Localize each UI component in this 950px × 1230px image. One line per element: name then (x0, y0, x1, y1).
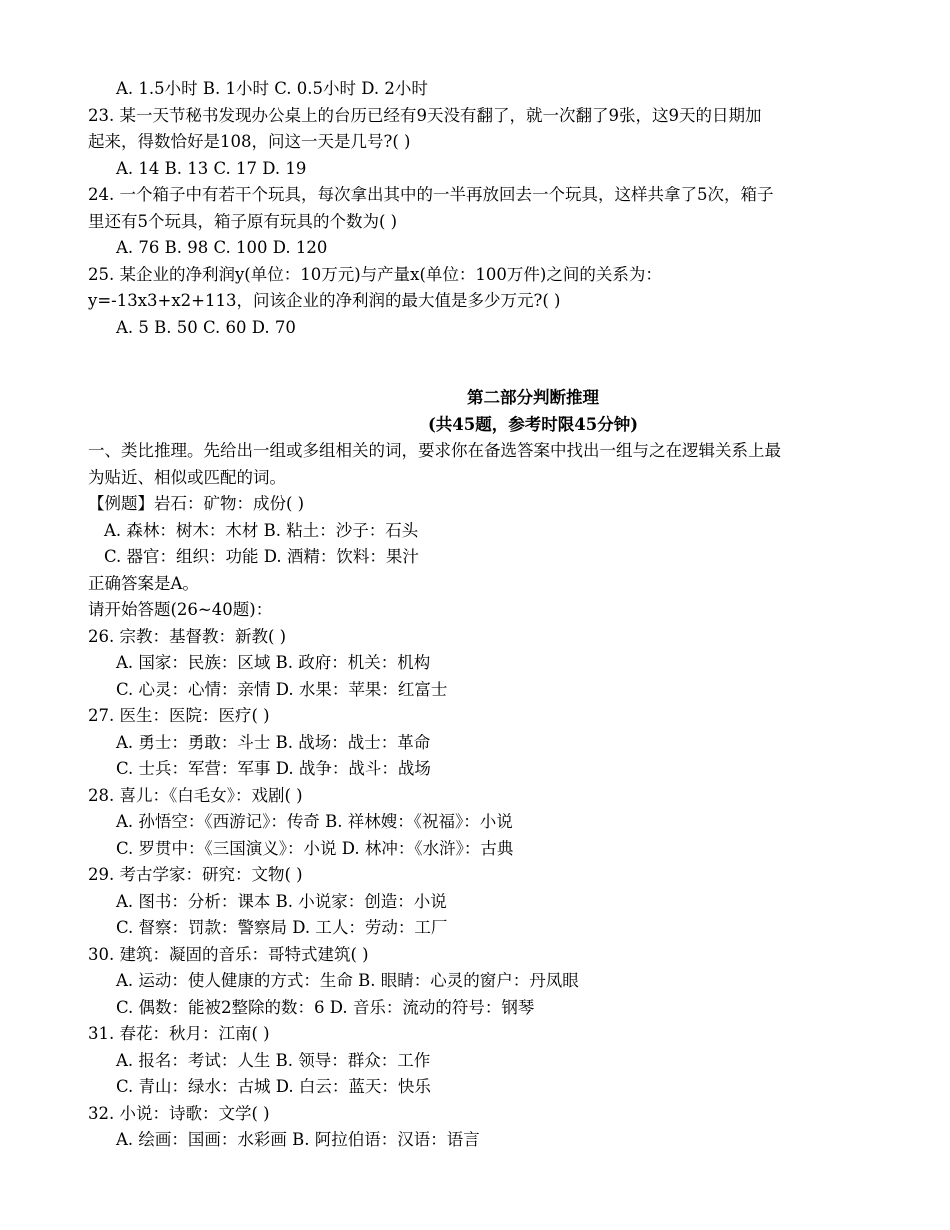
section-spacer (88, 341, 868, 385)
question-item (88, 624, 868, 704)
section-subtitle: (共45题，参考时限45分钟) (427, 414, 639, 434)
document-page (88, 76, 868, 1154)
q24-stem-line1: 24. 一个箱子中有若干个玩具，每次拿出其中的一半再放回去一个玩具，这样共拿了5次，箱子 (88, 185, 774, 204)
question-options-cd: C. 士兵：军营：军事 D. 战争：战斗：战场 (116, 759, 431, 778)
example-start: 请开始答题(26~40题)： (88, 600, 273, 619)
question-options-ab: A. 图书：分析：课本 B. 小说家：创造：小说 (116, 891, 447, 911)
example-options-cd: C. 器官：组织：功能 D. 酒精：饮料：果汁 (104, 547, 419, 566)
q23-stem-line1: 23. 某一天节秘书发现办公桌上的台历已经有9天没有翻了，就一次翻了9张，这9天的日期加 (88, 105, 762, 125)
question-stem: 32. 小说：诗歌：文学( ) (88, 1103, 270, 1123)
question-item (88, 862, 868, 942)
q25-options: A. 5 B. 50 C. 60 D. 70 (116, 317, 296, 337)
intro-line2: 为贴近、相似或匹配的词。 (88, 467, 286, 487)
question-options-cd: C. 偶数：能被2整除的数：6 D. 音乐：流动的符号：钢琴 (116, 997, 535, 1017)
q23-stem-line2: 起来，得数恰好是108，问这一天是几号?( ) (88, 132, 411, 151)
question-options-cd: C. 罗贯中：《三国演义》：小说 D. 林冲：《水浒》：古典 (116, 838, 514, 858)
question-stem: 28. 喜儿：《白毛女》：戏剧( ) (88, 785, 303, 805)
question-item (88, 1101, 868, 1154)
question-stem: 31. 春花：秋月：江南( ) (88, 1024, 270, 1043)
q24-stem-line2: 里还有5个玩具，箱子原有玩具的个数为( ) (88, 211, 398, 231)
example-stem: 【例题】岩石：矿物：成份( ) (88, 494, 305, 513)
question-options-ab: A. 国家：民族：区域 B. 政府：机关：机构 (116, 653, 431, 672)
question-options-cd: C. 心灵：心情：亲情 D. 水果：苹果：红富士 (116, 679, 448, 699)
question-item (88, 1021, 868, 1101)
example-answer: 正确答案是A。 (88, 573, 199, 593)
question-options-ab: A. 孙悟空：《西游记》：传奇 B. 祥林嫂：《祝福》：小说 (116, 812, 513, 831)
question-options-cd: C. 督察：罚款：警察局 D. 工人：劳动：工厂 (116, 918, 448, 937)
question-options-cd: C. 青山：绿水：古城 D. 白云：蓝天：快乐 (116, 1077, 431, 1096)
intro-line1: 一、类比推理。先给出一组或多组相关的词，要求你在备选答案中找出一组与之在逻辑关系上最 (88, 441, 781, 460)
question-item (88, 703, 868, 783)
question-options-ab: A. 勇士：勇敢：斗士 B. 战场：战士：革命 (116, 732, 431, 752)
question-stem: 29. 考古学家：研究：文物( ) (88, 865, 303, 884)
question-item (88, 942, 868, 1022)
question-options-ab: A. 绘画：国画：水彩画 B. 阿拉伯语：汉语：语言 (116, 1130, 480, 1149)
question-list (88, 624, 868, 1154)
question-item (88, 783, 868, 863)
q25-stem-line1: 25. 某企业的净利润y(单位：10万元)与产量x(单位：100万件)之间的关系为： (88, 264, 662, 284)
question-stem: 30. 建筑：凝固的音乐：哥特式建筑( ) (88, 944, 369, 964)
q22-options: A. 1.5小时 B. 1小时 C. 0.5小时 D. 2小时 (116, 79, 428, 98)
question-stem: 26. 宗教：基督教：新教( ) (88, 626, 287, 646)
question-stem: 27. 医生：医院：医疗( ) (88, 706, 270, 725)
section-title: 第二部分判断推理 (467, 388, 599, 407)
question-options-ab: A. 运动：使人健康的方式：生命 B. 眼睛：心灵的窗户：丹凤眼 (116, 971, 579, 990)
example-options-ab: A. 森林：树木：木材 B. 粘土：沙子：石头 (104, 520, 419, 540)
question-options-ab: A. 报名：考试：人生 B. 领导：群众：工作 (116, 1050, 431, 1070)
q24-options: A. 76 B. 98 C. 100 D. 120 (116, 238, 328, 257)
q25-stem-line2: y=-13x3+x2+113，问该企业的净利润的最大值是多少万元?( ) (88, 291, 561, 310)
q23-options: A. 14 B. 13 C. 17 D. 19 (116, 158, 307, 178)
